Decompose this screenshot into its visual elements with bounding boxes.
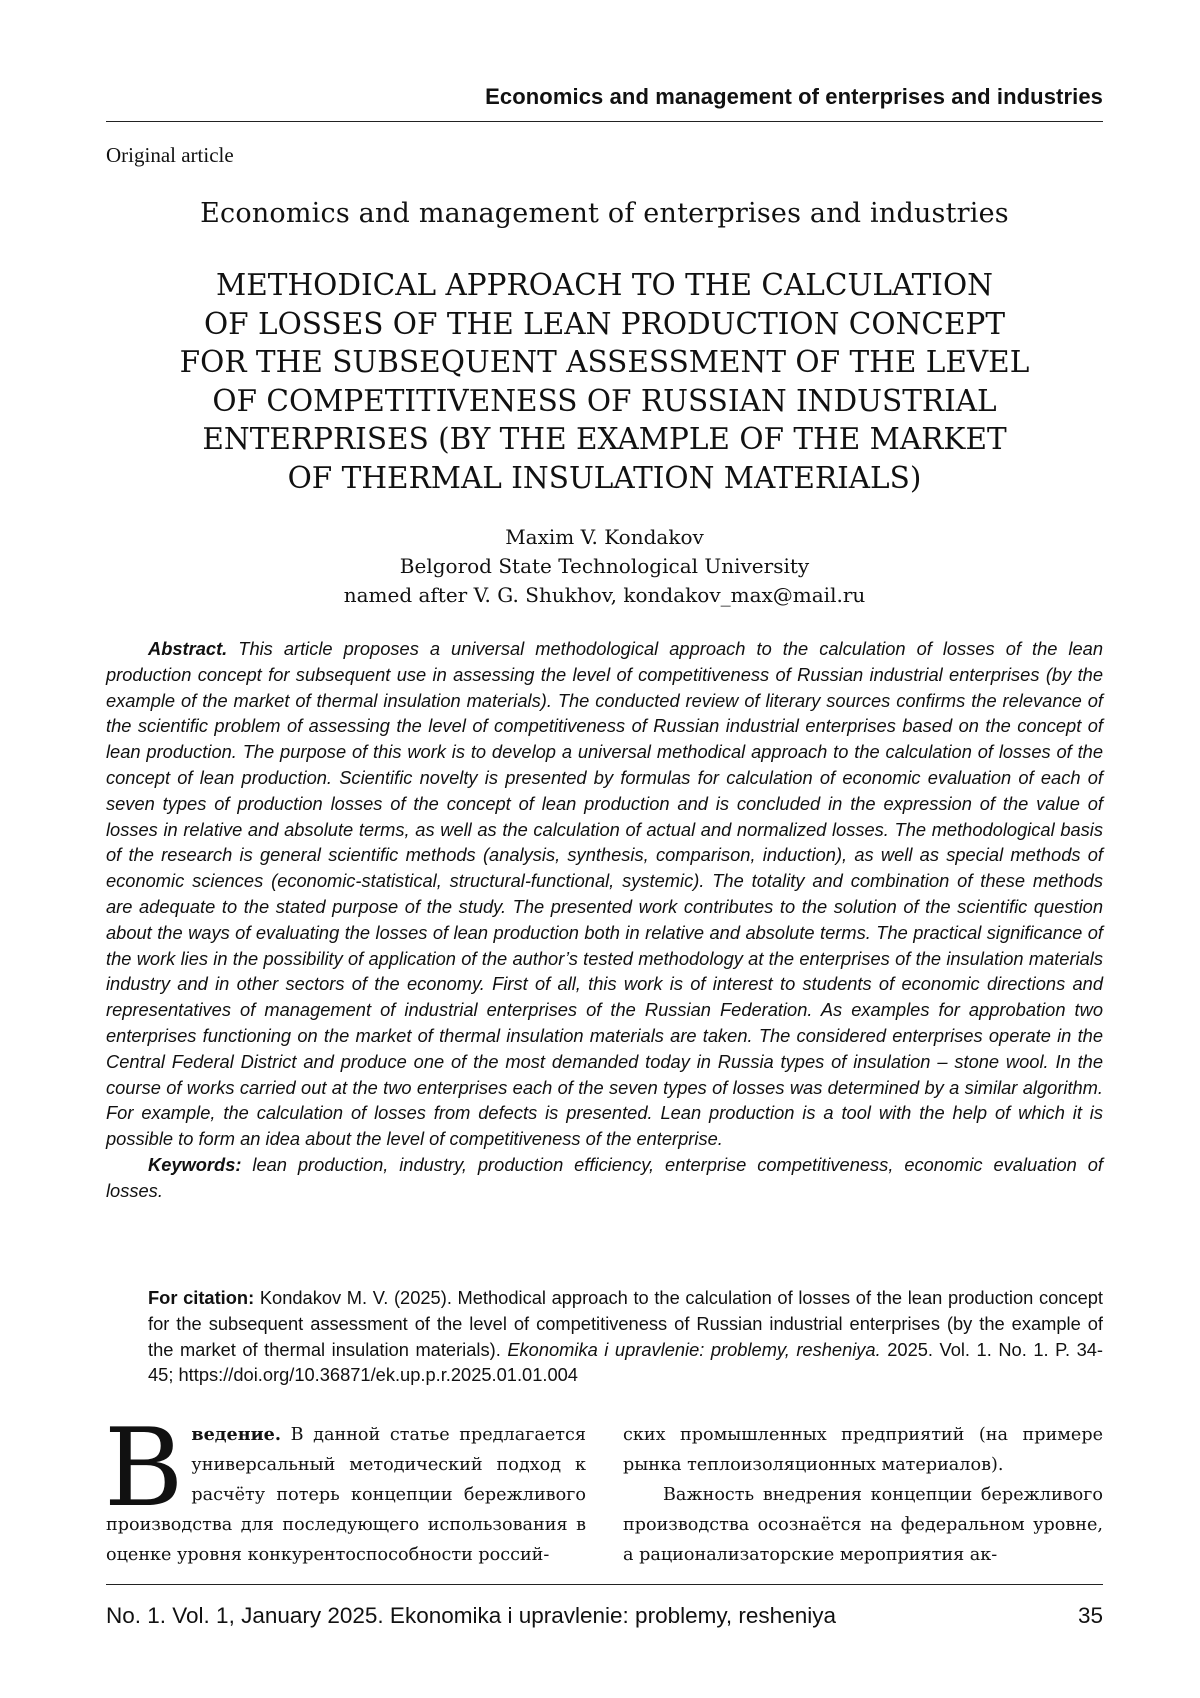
abstract-text: This article proposes a universal methodological approach to the calculation of losses of the lean production concept for subsequent use in assessing the level of competitiveness of Russian industrial enterprises (by the example of the market of thermal insulation materials). The conducted review of literary sources confirms the relevance of the scientific problem of assessing the level of competitiveness of Russian industrial enterprises based on the concept of lean production. The purpose of this work is to develop a universal methodical approach to the calculation of losses of the concept of lean production. Scientific novelty is presented by formulas for calculation of economic evaluation of each of seven types of production losses of the concept of lean production and is concluded in the expression of the value of losses in relative and absolute terms, as well as the calculation of actual and normalized losses. The methodological basis of the research is general scientific methods (analysis, synthesis, comparison, induction), as well as special methods of economic sciences (economic-statistical, structural-functional, systemic). The totality and combination of these methods are adequate to the stated purpose of the study. The presented work contributes to the solution of the scientific question about the ways of evaluating the losses of lean production both in relative and absolute terms. The practical significance of the work lies in the possibility of application of the author’s tested methodology at the enterprises of the insulation materials industry and in other sectors of the economy. First of all, this work is of interest to students of economic directions and representatives of management of industrial enterprises of the Russian Federation. As examples for approbation two enterprises functioning on the market of thermal insulation materials are taken. The considered enterprises operate in the Central Federal District and produce one of the most demanded today in Russia types of insulation – stone wool. In the course of works carried out at the two enterprises each of the seven types of losses was determined by a similar algorithm. For example, the calculation of losses from defects is presented. Lean production is a tool with the help of which it is possible to form an idea about the level of competitiveness of the enterprise. — [106, 638, 1103, 1150]
intro-paragraph — [104, 1406, 586, 1570]
citation — [148, 1285, 1103, 1388]
header-rule — [106, 121, 1103, 122]
article-type: Original article — [106, 143, 234, 167]
keywords-paragraph — [106, 1152, 1103, 1204]
running-head: Economics and management of enterprises and industries — [485, 84, 1103, 109]
abstract-label: Abstract. — [148, 638, 228, 659]
author-name: Maxim V. Kondakov — [505, 525, 704, 549]
article-title — [106, 266, 1103, 497]
title-line: OF THERMAL INSULATION MATERIALS) — [287, 460, 922, 495]
citation-doi: 2025. Vol. 1. No. 1. P. 34-45; https://doi.org/10.36871/ek.up.p.r.2025.01.01.004 — [148, 1338, 1104, 1386]
intro-lead: ведение. — [191, 1424, 281, 1445]
title-line: METHODICAL APPROACH TO THE CALCULATION — [216, 268, 993, 302]
footer-rule — [106, 1584, 1103, 1585]
title-line: FOR THE SUBSEQUENT ASSESSMENT OF THE LEVEL — [179, 345, 1030, 379]
intro-text: В данной статье предлагается универсальный методический подход к расчёту потерь концепции бережливого производства для последующего использования в оценке уровня конкурентоспособности россий- — [106, 1425, 586, 1565]
author-affiliation: Belgorod State Technological University — [399, 554, 810, 578]
title-line: ENTERPRISES (BY THE EXAMPLE OF THE MARKET — [202, 422, 1007, 456]
body-column-left — [104, 1406, 586, 1570]
title-line: OF COMPETITIVENESS OF RUSSIAN INDUSTRIAL — [212, 383, 997, 418]
footer-journal-info: No. 1. Vol. 1, January 2025. Ekonomika i upravlenie: problemy, resheniya — [106, 1603, 836, 1628]
page-number: 35 — [1077, 1603, 1103, 1628]
citation-text: Kondakov M. V. (2025). Methodical approach to the calculation of losses of the lean production concept for the subsequent assessment of the level of competitiveness of Russian industrial enterprises (by the example of the market of thermal insulation materials). — [148, 1287, 1103, 1360]
citation-label: For citation: — [148, 1287, 255, 1308]
author-block — [106, 523, 1103, 610]
author-affiliation-email: named after V. G. Shukhov, kondakov_max@mail.ru — [343, 583, 866, 607]
body-paragraph: Важность внедрения концепции бережливого производства осознаётся на федеральном уровне, а рационализаторские мероприятия ак- — [623, 1485, 1103, 1565]
citation-journal: Ekonomika i upravlenie: problemy, resheniya. — [507, 1338, 881, 1360]
keywords-text: lean production, industry, production efficiency, enterprise competitiveness, economic evaluation of losses. — [106, 1153, 1103, 1201]
title-line: OF LOSSES OF THE LEAN PRODUCTION CONCEPT — [203, 306, 1006, 341]
drop-cap: В — [104, 1406, 184, 1531]
abstract — [106, 636, 1103, 1204]
section-title: Economics and management of enterprises and industries — [200, 198, 1009, 229]
body-column-right — [623, 1420, 1103, 1570]
abstract-paragraph — [106, 636, 1103, 1152]
keywords-label: Keywords: — [148, 1153, 242, 1175]
body-paragraph: ских промышленных предприятий (на примере рынка теплоизоляционных материалов). — [623, 1425, 1103, 1475]
